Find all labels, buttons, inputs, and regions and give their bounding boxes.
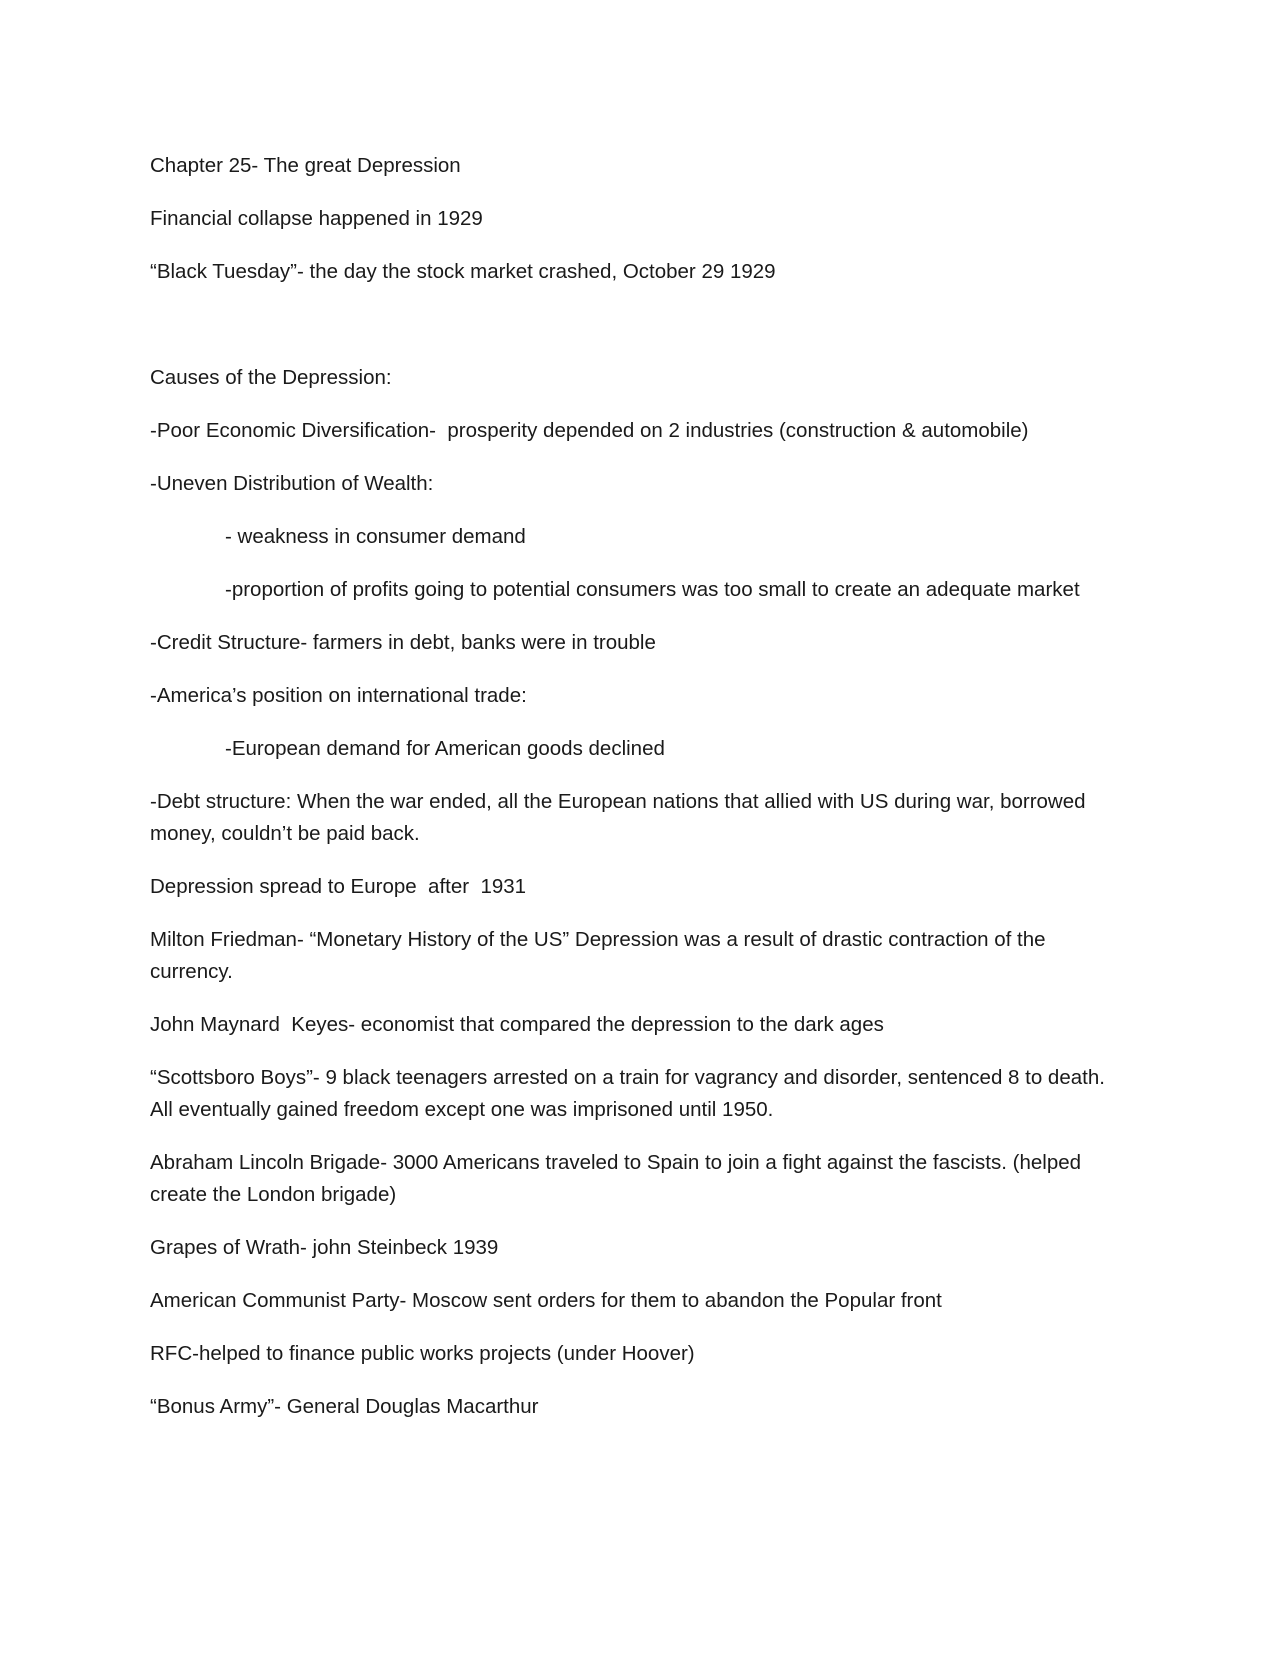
text-line: American Communist Party- Moscow sent orders for them to abandon the Popular front bbox=[150, 1289, 942, 1312]
text-line: “Black Tuesday”- the day the stock market crashed, October 29 1929 bbox=[150, 260, 776, 283]
text-line: RFC-helped to finance public works projects (under Hoover) bbox=[150, 1342, 695, 1365]
text-line: Depression spread to Europe after 1931 bbox=[150, 875, 527, 898]
document-title: Chapter 25- The great Depression bbox=[150, 154, 461, 177]
blank-line bbox=[150, 309, 1130, 362]
text-line: Milton Friedman- “Monetary History of the US” Depression was a result of drastic contraction of the currency. bbox=[150, 928, 1052, 983]
text-line: Grapes of Wrath- john Steinbeck 1939 bbox=[150, 1236, 499, 1259]
text-line: Financial collapse happened in 1929 bbox=[150, 207, 483, 230]
bullet-line: -Uneven Distribution of Wealth: bbox=[150, 472, 434, 495]
bullet-line: -Debt structure: When the war ended, all the European nations that allied with US during war, borrowed money, couldn’t be paid back. bbox=[150, 790, 1092, 845]
document-body bbox=[150, 150, 1130, 1444]
sub-bullet-line: - weakness in consumer demand bbox=[225, 525, 526, 548]
section-heading: Causes of the Depression: bbox=[150, 366, 392, 389]
text-line: “Bonus Army”- General Douglas Macarthur bbox=[150, 1395, 539, 1418]
sub-bullet-line: -proportion of profits going to potential consumers was too small to create an adequate market bbox=[225, 578, 1080, 601]
text-line: “Scottsboro Boys”- 9 black teenagers arrested on a train for vagrancy and disorder, sentenced 8 to death. All eventually gained freedom except one was imprisoned until 1950. bbox=[150, 1066, 1110, 1121]
text-line: John Maynard Keyes- economist that compared the depression to the dark ages bbox=[150, 1013, 884, 1036]
bullet-line: -America’s position on international trade: bbox=[150, 684, 527, 707]
bullet-line: -Credit Structure- farmers in debt, banks were in trouble bbox=[150, 631, 656, 654]
text-line: Abraham Lincoln Brigade- 3000 Americans traveled to Spain to join a fight against the fascists. (helped create the London brigade) bbox=[150, 1151, 1087, 1206]
sub-bullet-line: -European demand for American goods declined bbox=[225, 737, 665, 760]
bullet-line: -Poor Economic Diversification- prosperity depended on 2 industries (construction & automobile) bbox=[150, 419, 1029, 442]
